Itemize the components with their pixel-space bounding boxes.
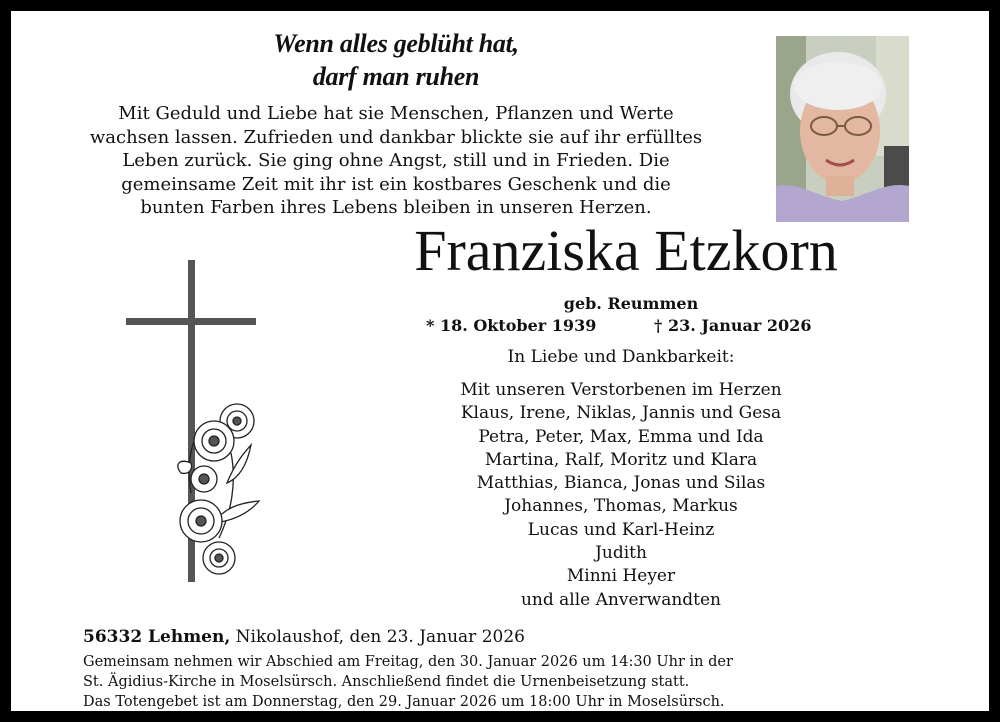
- poem-line: bunten Farben ihres Lebens bleiben in unseren Herzen.: [140, 197, 652, 219]
- mourner-line: Johannes, Thomas, Markus: [504, 496, 738, 517]
- place-rest: Nikolaushof, den 23. Januar 2026: [230, 627, 525, 647]
- mourner-line: Martina, Ralf, Moritz und Klara: [484, 449, 758, 470]
- mourner-line: Minni Heyer: [566, 566, 676, 587]
- mourner-line: Lucas und Karl-Heinz: [527, 519, 715, 540]
- poem-line: Mit Geduld und Liebe hat sie Menschen, Pflanzen und Werte: [118, 103, 674, 124]
- mourner-line: Klaus, Irene, Niklas, Jannis und Gesa: [460, 403, 782, 424]
- mourner-line: Petra, Peter, Max, Emma und Ida: [478, 426, 764, 447]
- mourner-line: Mit unseren Verstorbenen im Herzen: [460, 380, 782, 400]
- birth-name: geb. Reummen: [563, 294, 699, 313]
- mourner-line: Matthias, Bianca, Jonas und Silas: [476, 473, 766, 494]
- notice-line: Das Totengebet ist am Donnerstag, den 29. Januar 2026 um 18:00 Uhr in Moselsürsch.: [83, 694, 725, 710]
- funeral-notice: [83, 652, 933, 712]
- poem-line: gemeinsame Zeit mit ihr ist ein kostbares Geschenk und die: [121, 173, 671, 195]
- place-date-line: [83, 625, 783, 649]
- mourner-line: Judith: [595, 543, 647, 564]
- thanks-line: In Liebe und Dankbarkeit:: [507, 347, 735, 367]
- birth-date: * 18. Oktober 1939: [426, 316, 597, 335]
- death-date: † 23. Januar 2026: [654, 316, 812, 335]
- motto-line: Wenn alles geblüht hat,: [273, 29, 519, 58]
- notice-line: St. Ägidius-Kirche in Moselsürsch. Anschließend findet die Urnenbeisetzung statt.: [83, 674, 690, 690]
- portrait-photo: [776, 36, 909, 222]
- cross-with-flowers-icon: [119, 253, 279, 593]
- deceased-name: Franziska Etzkorn: [414, 218, 838, 283]
- notice-line: Gemeinsam nehmen wir Abschied am Freitag, den 30. Januar 2026 um 14:30 Uhr in der: [83, 654, 733, 670]
- mourner-line: und alle Anverwandten: [520, 589, 722, 610]
- place-city: 56332 Lehmen,: [83, 627, 231, 647]
- portrait-image: [776, 36, 909, 222]
- poem-line: wachsen lassen. Zufrieden und dankbar blickte sie auf ihr erfülltes: [89, 126, 703, 148]
- poem-line: Leben zurück. Sie ging ohne Angst, still und in Frieden. Die: [122, 150, 670, 172]
- poem-text: [56, 102, 736, 220]
- mourners-list: [406, 379, 836, 612]
- motto-line: darf man ruhen: [312, 62, 480, 91]
- motto-heading: [226, 27, 566, 93]
